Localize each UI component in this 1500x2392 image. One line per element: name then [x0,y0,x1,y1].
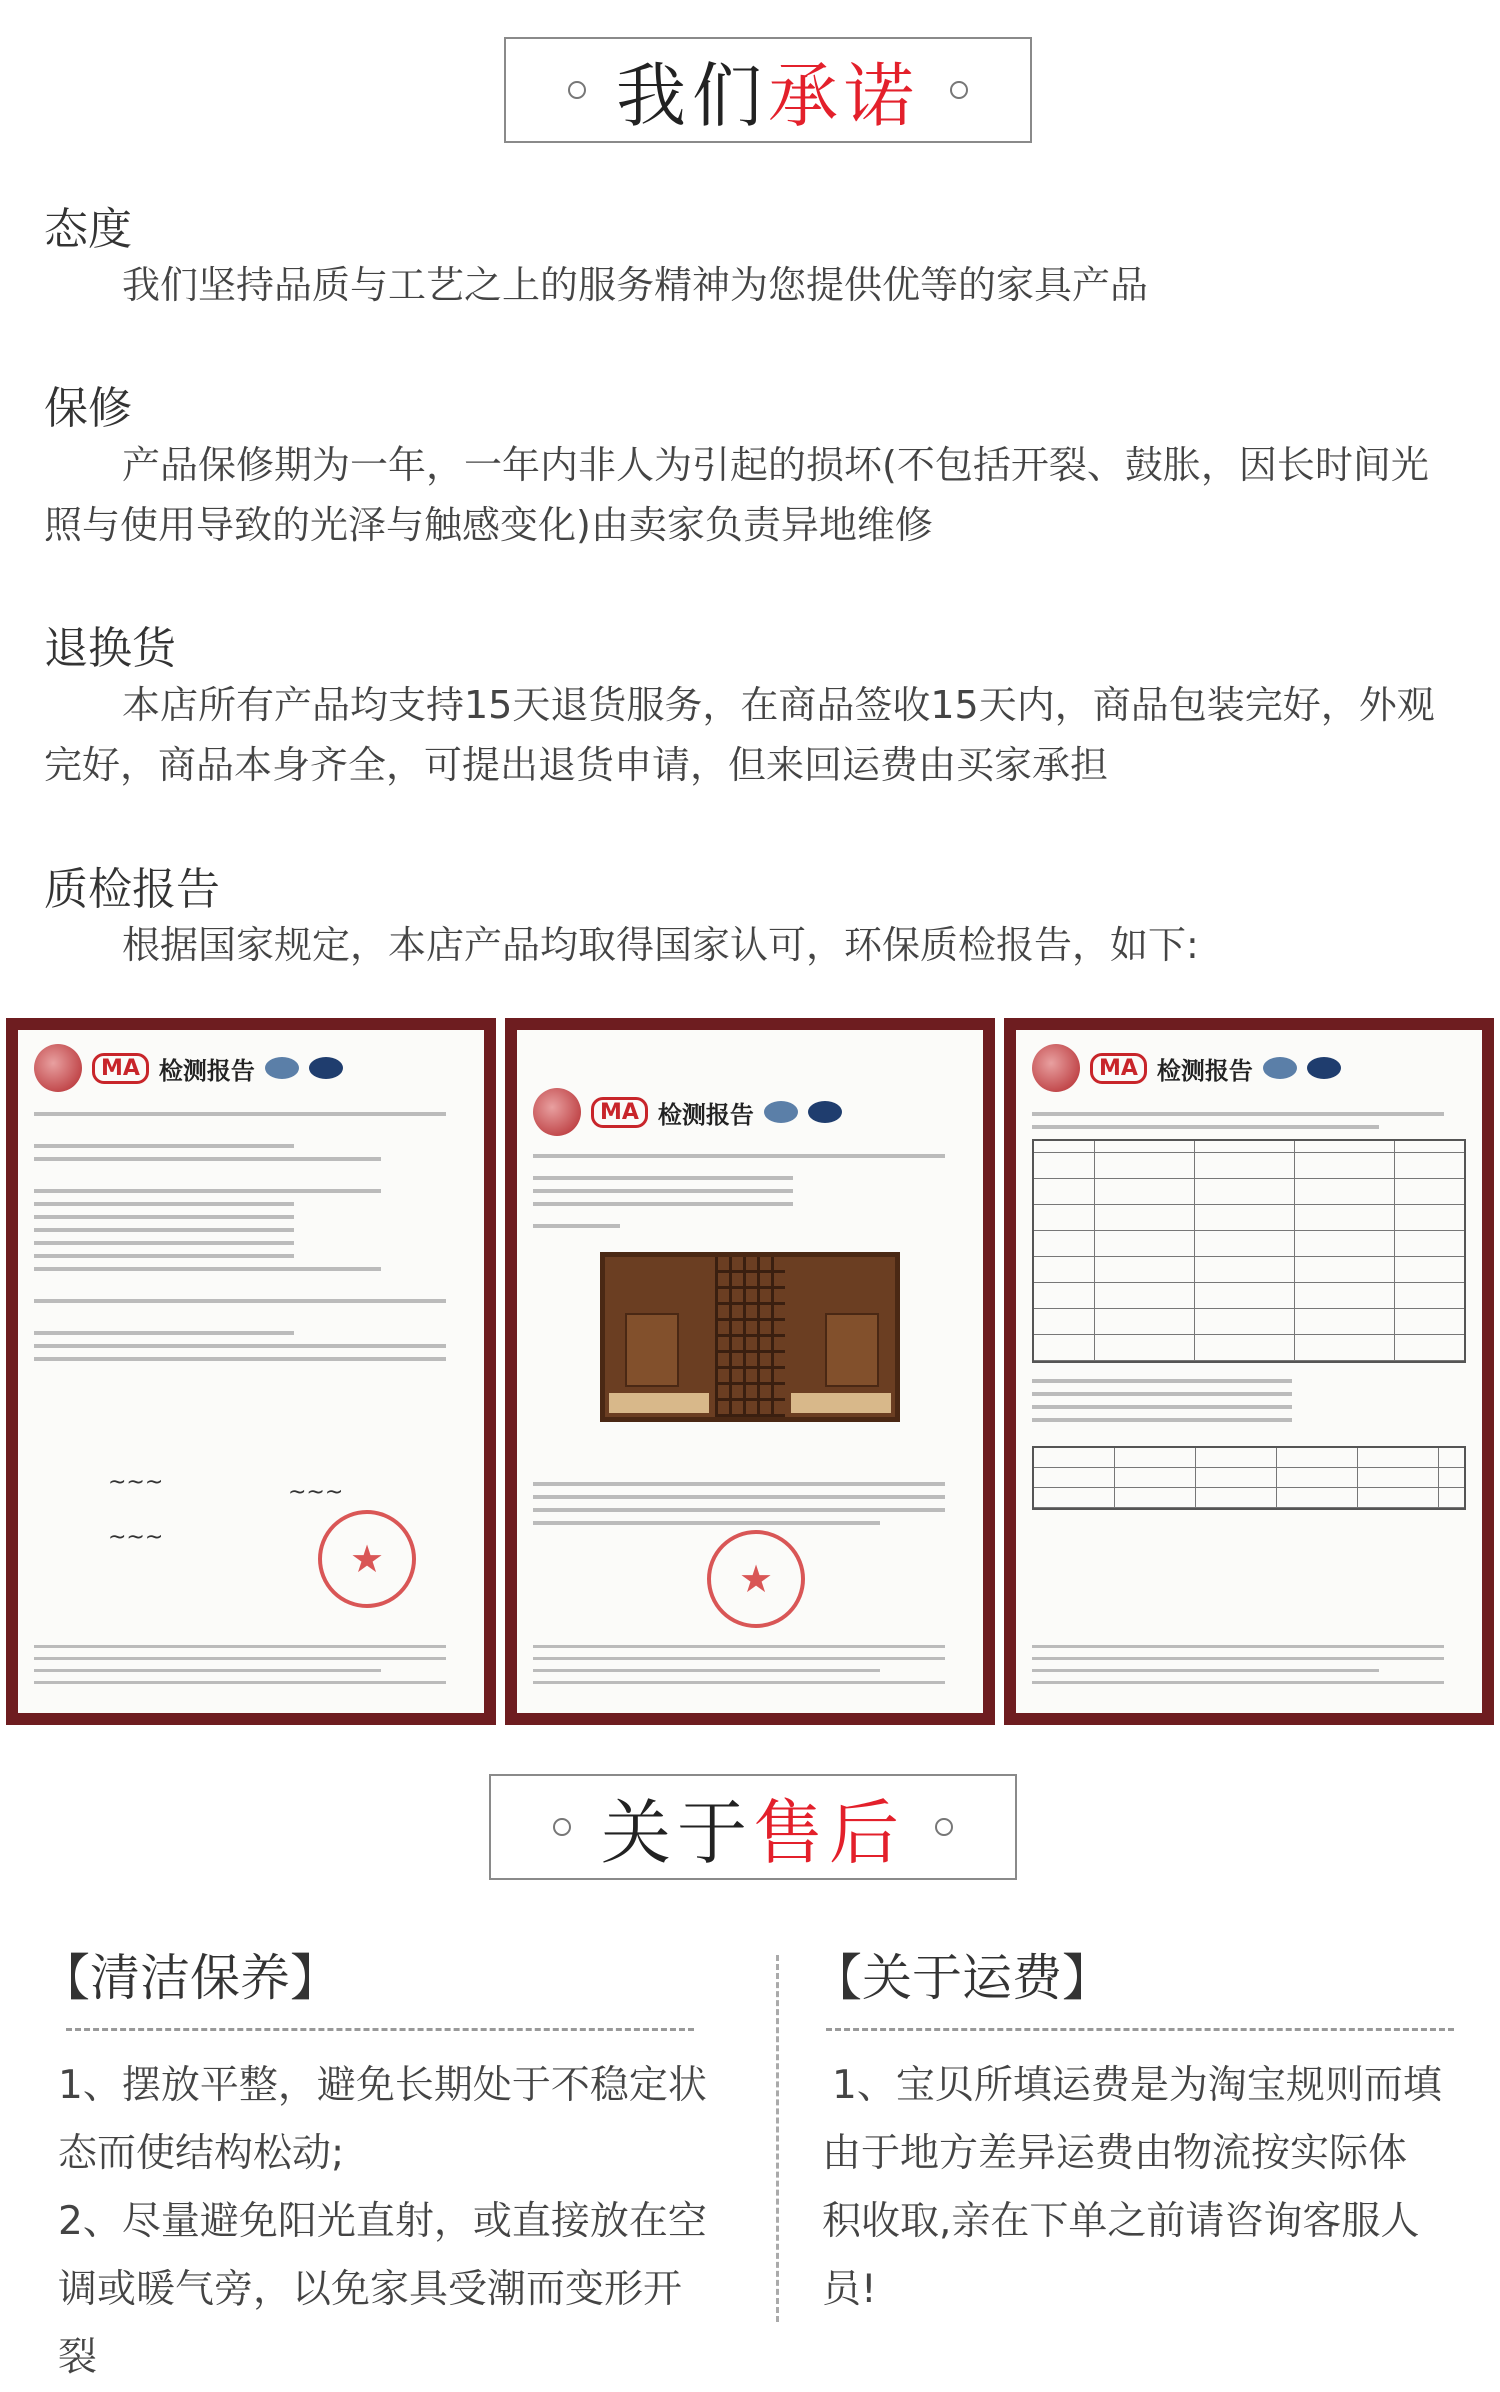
circle-dot-icon [950,81,968,99]
section-heading-warranty: 保修 [44,383,132,434]
cabinet-photo [600,1252,900,1422]
section-body-warranty: 产品保修期为一年，一年内非人为引起的损坏(不包括开裂、鼓胀，因长时间光照与使用导致的光泽与触感变化)由卖家负责异地维修 [44,443,1429,547]
section-body-quality: 根据国家规定，本店产品均取得国家认可，环保质检报告，如下: [122,923,1199,967]
cnas-badge-icon [808,1101,842,1123]
signature-mark: ~~~ [108,1525,164,1550]
after-sales-title-box [489,1774,1017,1880]
shipping-heading: 【关于运费】 [812,1949,1112,2007]
ma-certification-mark: MA [1090,1053,1147,1084]
after-sales-title: 关于售后 [601,1791,905,1874]
promise-title-box [504,37,1032,143]
section-heading-returns: 退换货 [44,623,176,674]
signature-mark: ~~~ [108,1470,164,1495]
report-title: 检测报告 [1156,1056,1253,1085]
circle-dot-icon [935,1818,953,1836]
cleaning-tips [58,2052,718,2392]
list-item: 1、摆放平整，避免长期处于不稳定状态而使结构松动; [58,2063,707,2176]
section-body-attitude: 我们坚持品质与工艺之上的服务精神为您提供优等的家具产品 [122,263,1149,307]
circle-dot-icon [553,1818,571,1836]
test-results-table-2 [1032,1446,1466,1510]
divider [66,2028,694,2031]
ma-certification-mark: MA [92,1053,149,1084]
red-seal-icon: ★ [318,1510,416,1608]
red-seal-icon: ★ [707,1530,805,1628]
list-item: 2、尽量避免阳光直射，或直接放在空调或暖气旁，以免家具受潮而变形开裂 [58,2199,707,2380]
shipping-tips [822,2052,1442,2324]
cleaning-heading: 【清洁保养】 [40,1949,340,2007]
section-heading-quality: 质检报告 [44,864,220,915]
report-title: 检测报告 [657,1100,754,1129]
cnas-badge-icon [1307,1057,1341,1079]
promise-title: 我们承诺 [616,54,920,137]
inspection-logo-icon [533,1088,581,1136]
list-item: 1、宝贝所填运费是为淘宝规则而填由于地方差异运费由物流按实际体积收取,亲在下单之前请咨询客服人员! [822,2063,1442,2312]
inspection-logo-icon [1032,1044,1080,1092]
circle-dot-icon [568,81,586,99]
ilac-badge-icon [1263,1057,1297,1079]
quality-report-image-3 [1004,1018,1494,1725]
inspection-logo-icon [34,1044,82,1092]
signature-mark: ~~~ [288,1480,344,1505]
ilac-badge-icon [265,1057,299,1079]
section-heading-attitude: 态度 [44,204,132,255]
cnas-badge-icon [309,1057,343,1079]
divider [826,2028,1454,2031]
report-title: 检测报告 [158,1056,255,1085]
ma-certification-mark: MA [591,1097,648,1128]
test-results-table [1032,1139,1466,1363]
ilac-badge-icon [764,1101,798,1123]
quality-report-image-2 [505,1018,995,1725]
section-body-returns: 本店所有产品均支持15天退货服务，在商品签收15天内，商品包装完好，外观完好，商品本身齐全，可提出退货申请，但来回运费由买家承担 [44,683,1435,787]
quality-report-image-1 [6,1018,496,1725]
column-divider [776,1955,779,2322]
